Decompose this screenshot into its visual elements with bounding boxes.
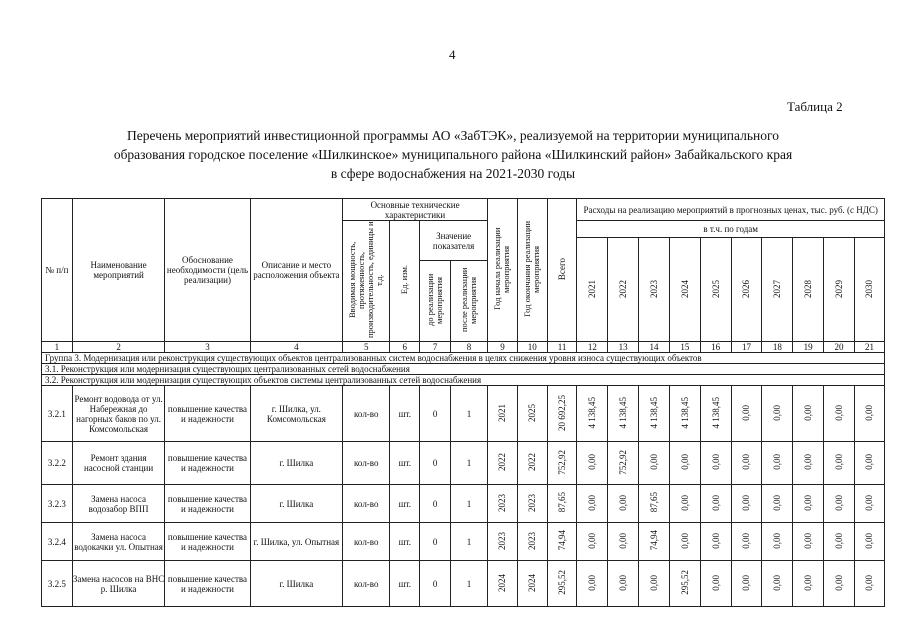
column-number: 3: [165, 342, 250, 353]
column-number: 11: [547, 342, 577, 353]
cell-year-amount: [669, 485, 700, 523]
cell-year-amount: [854, 442, 884, 485]
cell-year-amount: [731, 561, 762, 607]
cell-description: г. Шилка: [250, 485, 343, 523]
cell-year-start: [488, 485, 518, 523]
group-row: 3.1. Реконструкция или модернизация существующих централизованных сетей водоснабжения: [42, 364, 885, 375]
cell-year-amount: [854, 561, 884, 607]
cell-year-amount: [700, 442, 731, 485]
cell-value: 0,00: [803, 494, 814, 511]
header-year: [669, 238, 700, 342]
column-number: 9: [488, 342, 518, 353]
column-number: 14: [639, 342, 670, 353]
cell-after: 1: [451, 561, 488, 607]
cell-justification: повышение качества и надежности: [165, 386, 250, 442]
cell-year-end: [517, 442, 547, 485]
cell-value: 295,52: [557, 570, 568, 595]
title-line: Перечень мероприятий инвестиционной программы АО «ЗабТЭК», реализуемой на территории муниципального: [127, 128, 779, 143]
table-row: [42, 442, 885, 485]
cell-year-amount: [731, 386, 762, 442]
cell-year-amount: [824, 485, 855, 523]
cell-year-amount: [824, 442, 855, 485]
cell-value: 2023: [527, 531, 538, 550]
cell-value: 0,00: [587, 494, 598, 511]
column-number: 5: [343, 342, 390, 353]
document-title: [40, 126, 866, 183]
cell-after: 1: [451, 523, 488, 561]
cell-value: 0,00: [587, 574, 598, 591]
header-expenses: Расходы на реализацию мероприятий в прогнозных ценах, тыс. руб. (с НДС): [577, 199, 885, 221]
cell-value: 0,00: [833, 454, 844, 470]
header-year: [762, 238, 793, 342]
cell-before: 0: [420, 523, 451, 561]
cell-name: Ремонт здания насосной станции: [72, 442, 165, 485]
page-number: 4: [449, 47, 456, 62]
cell-year-amount: [824, 561, 855, 607]
group-row: 3.2. Реконструкция или модернизация существующих объектов системы централизованных сетей водоснабжения: [42, 375, 885, 386]
cell-value: 295,52: [679, 570, 690, 595]
cell-value: 0,00: [772, 574, 783, 591]
cell-before: 0: [420, 386, 451, 442]
cell-after: 1: [451, 442, 488, 485]
header-year-text: 2021: [587, 279, 598, 298]
cell-year-amount: [700, 386, 731, 442]
header-year-end-text: Год окончания реализации мероприятия: [522, 220, 542, 318]
cell-name: Ремонт водовода от ул. Набережная до нагорных баков по ул. Комсомольская: [72, 386, 165, 442]
column-number: 18: [762, 342, 793, 353]
cell-description: г. Шилка, ул. Опытная: [250, 523, 343, 561]
column-number: 6: [390, 342, 420, 353]
cell-value: 0,00: [803, 574, 814, 591]
cell-year-amount: [669, 442, 700, 485]
column-number: 15: [669, 342, 700, 353]
cell-year-amount: [639, 386, 670, 442]
cell-value: 0,00: [679, 532, 690, 549]
header-total-text: Всего: [557, 257, 568, 281]
cell-value: 0,00: [649, 574, 659, 591]
cell-year-amount: [854, 386, 884, 442]
cell-year-amount: [577, 386, 608, 442]
cell-value: 0,00: [710, 494, 721, 511]
header-year: [824, 238, 855, 342]
cell-year-start: [488, 561, 518, 607]
header-before: [420, 261, 451, 342]
cell-total: [547, 386, 577, 442]
cell-before: 0: [420, 442, 451, 485]
cell-justification: повышение качества и надежности: [165, 523, 250, 561]
cell-year-amount: [577, 442, 608, 485]
cell-year-amount: [793, 485, 824, 523]
cell-value: 0,00: [618, 494, 629, 511]
header-year-text: 2027: [772, 279, 783, 298]
cell-year-amount: [854, 523, 884, 561]
cell-value: 4 138,45: [710, 396, 721, 429]
cell-year-amount: [608, 523, 639, 561]
header-year-text: 2030: [864, 279, 875, 298]
cell-value: 0,00: [833, 404, 844, 421]
cell-before: 0: [420, 485, 451, 523]
table-row: [42, 386, 885, 442]
cell-num: 3.2.4: [42, 523, 73, 561]
cell-value: 0,00: [587, 454, 598, 470]
table-row: [42, 523, 885, 561]
cell-year-amount: [700, 523, 731, 561]
investment-table: [41, 198, 885, 607]
header-year-text: 2024: [679, 279, 690, 298]
cell-value: 2023: [497, 531, 508, 550]
column-number: 17: [731, 342, 762, 353]
header-year-text: 2029: [833, 279, 844, 298]
cell-value: 4 138,45: [649, 396, 659, 429]
cell-value: 0,00: [679, 494, 690, 511]
cell-year-amount: [824, 523, 855, 561]
cell-value: 0,00: [833, 574, 844, 591]
cell-year-amount: [762, 386, 793, 442]
cell-value: 0,00: [741, 454, 752, 470]
cell-value: 2021: [497, 403, 508, 422]
column-number: 7: [420, 342, 451, 353]
cell-justification: повышение качества и надежности: [165, 485, 250, 523]
cell-value: 2023: [527, 493, 538, 512]
header-year: [793, 238, 824, 342]
cell-value: 2025: [527, 403, 538, 422]
cell-description: г. Шилка, ул. Комсомольская: [250, 386, 343, 442]
column-number: 4: [250, 342, 343, 353]
cell-year-amount: [639, 561, 670, 607]
cell-unit: шт.: [390, 523, 420, 561]
cell-after: 1: [451, 485, 488, 523]
column-number: 16: [700, 342, 731, 353]
cell-year-amount: [608, 442, 639, 485]
cell-value: 0,00: [741, 532, 752, 549]
cell-value: 2024: [527, 573, 538, 592]
cell-year-amount: [669, 523, 700, 561]
cell-value: 752,92: [557, 449, 568, 475]
cell-year-amount: [639, 485, 670, 523]
cell-value: 0,00: [833, 494, 844, 511]
cell-value: 0,00: [864, 404, 875, 421]
table-label: Таблица 2: [787, 99, 843, 114]
cell-before: 0: [420, 561, 451, 607]
cell-description: г. Шилка: [250, 561, 343, 607]
header-tech-chars: Основные технические характеристики: [343, 199, 488, 221]
column-number: 12: [577, 342, 608, 353]
cell-value: 0,00: [803, 532, 814, 549]
column-number: 19: [793, 342, 824, 353]
cell-year-start: [488, 523, 518, 561]
cell-value: 0,00: [618, 532, 629, 549]
header-indicator: Значение показателя: [420, 221, 488, 261]
header-year-text: 2028: [803, 279, 814, 298]
cell-power: кол-во: [343, 523, 390, 561]
cell-value: 4 138,45: [618, 396, 629, 429]
cell-value: 752,92: [618, 449, 629, 475]
header-year: [700, 238, 731, 342]
cell-value: 0,00: [864, 494, 875, 511]
cell-year-amount: [639, 442, 670, 485]
cell-value: 87,65: [557, 492, 568, 513]
cell-value: 0,00: [741, 404, 752, 421]
cell-value: 0,00: [833, 532, 844, 549]
cell-value: 2024: [497, 573, 508, 592]
cell-year-amount: [731, 523, 762, 561]
cell-year-amount: [700, 485, 731, 523]
cell-year-start: [488, 386, 518, 442]
cell-power: кол-во: [343, 386, 390, 442]
cell-name: Замена насоса водозабор ВПП: [72, 485, 165, 523]
cell-value: 0,00: [864, 454, 875, 470]
cell-year-amount: [577, 485, 608, 523]
header-after: [451, 261, 488, 342]
header-year-start-text: Год начала реализации мероприятия: [492, 227, 512, 311]
header-name: Наименование мероприятий: [72, 199, 165, 342]
cell-year-amount: [793, 386, 824, 442]
cell-year-amount: [669, 561, 700, 607]
cell-num: 3.2.2: [42, 442, 73, 485]
cell-value: 0,00: [803, 454, 814, 470]
cell-value: 74,94: [557, 530, 568, 551]
cell-year-amount: [577, 561, 608, 607]
cell-value: 0,00: [679, 454, 690, 470]
cell-year-amount: [793, 523, 824, 561]
cell-year-amount: [762, 561, 793, 607]
cell-value: 0,00: [772, 532, 783, 549]
table-row: [42, 561, 885, 607]
cell-power: кол-во: [343, 442, 390, 485]
cell-value: 87,65: [649, 492, 659, 513]
cell-value: 0,00: [618, 574, 629, 591]
header-unit-text: Ед. изм.: [399, 265, 410, 295]
cell-year-amount: [577, 523, 608, 561]
cell-value: 0,00: [710, 532, 721, 549]
header-power-text: Вводимая мощность, протяженность, производительность, единицы и т.д.: [347, 221, 385, 339]
header-num: № п/п: [42, 199, 73, 342]
cell-year-amount: [824, 386, 855, 442]
cell-after: 1: [451, 386, 488, 442]
cell-year-end: [517, 485, 547, 523]
cell-year-amount: [608, 561, 639, 607]
cell-justification: повышение качества и надежности: [165, 561, 250, 607]
cell-value: 74,94: [649, 530, 659, 551]
header-year-text: 2023: [649, 279, 659, 298]
cell-num: 3.2.5: [42, 561, 73, 607]
cell-value: 0,00: [772, 494, 783, 511]
header-unit: [390, 221, 420, 342]
cell-value: 0,00: [772, 404, 783, 421]
cell-year-start: [488, 442, 518, 485]
column-number: 1: [42, 342, 73, 353]
group-row: Группа 3. Модернизация или реконструкция существующих объектов централизованных систем водоснабжения в целях снижения уровня износа существующих объектов: [42, 353, 885, 364]
column-number: 10: [517, 342, 547, 353]
column-number: 2: [72, 342, 165, 353]
cell-year-amount: [731, 485, 762, 523]
cell-unit: шт.: [390, 485, 420, 523]
header-after-text: после реализации мероприятия: [459, 267, 479, 333]
cell-year-amount: [731, 442, 762, 485]
cell-value: 2022: [527, 453, 538, 471]
cell-description: г. Шилка: [250, 442, 343, 485]
column-number: 20: [824, 342, 855, 353]
cell-value: 0,00: [710, 574, 721, 591]
cell-year-amount: [608, 386, 639, 442]
column-number: 21: [854, 342, 884, 353]
column-number: 8: [451, 342, 488, 353]
cell-value: 2022: [497, 453, 508, 471]
cell-year-amount: [762, 523, 793, 561]
cell-value: 4 138,45: [679, 396, 690, 429]
cell-name: Замена насосов на ВНС р. Шилка: [72, 561, 165, 607]
header-year-end: [517, 199, 547, 342]
header-before-text: до реализации мероприятия: [425, 273, 445, 327]
cell-value: 0,00: [587, 532, 598, 549]
cell-year-amount: [793, 561, 824, 607]
cell-justification: повышение качества и надежности: [165, 442, 250, 485]
header-year-start: [488, 199, 518, 342]
header-justification: Обоснование необходимости (цель реализации): [165, 199, 250, 342]
cell-year-end: [517, 386, 547, 442]
cell-value: 0,00: [710, 454, 721, 470]
title-line: в сфере водоснабжения на 2021-2030 годы: [330, 166, 576, 181]
cell-value: 0,00: [864, 532, 875, 549]
cell-value: 0,00: [803, 404, 814, 421]
cell-year-amount: [608, 485, 639, 523]
cell-year-amount: [762, 442, 793, 485]
header-year-text: 2025: [710, 279, 721, 298]
cell-total: [547, 485, 577, 523]
cell-unit: шт.: [390, 442, 420, 485]
header-power: [343, 221, 390, 342]
header-year: [854, 238, 884, 342]
cell-name: Замена насоса водокачки ул. Опытная: [72, 523, 165, 561]
cell-value: 20 692,25: [557, 394, 568, 431]
cell-unit: шт.: [390, 386, 420, 442]
column-number: 13: [608, 342, 639, 353]
header-total: [547, 199, 577, 342]
cell-year-amount: [854, 485, 884, 523]
cell-total: [547, 442, 577, 485]
cell-num: 3.2.1: [42, 386, 73, 442]
cell-year-end: [517, 523, 547, 561]
header-by-years: в т.ч. по годам: [577, 221, 885, 238]
header-year: [608, 238, 639, 342]
table-row: [42, 485, 885, 523]
cell-value: 0,00: [772, 454, 783, 470]
title-line: образования городское поселение «Шилкинское» муниципального района «Шилкинский район» Забайкальского края: [113, 147, 793, 162]
cell-year-amount: [762, 485, 793, 523]
cell-value: 0,00: [741, 574, 752, 591]
cell-year-amount: [639, 523, 670, 561]
cell-value: 2023: [497, 493, 508, 512]
cell-year-amount: [669, 386, 700, 442]
header-description: Описание и место расположения объекта: [250, 199, 343, 342]
header-year-text: 2026: [741, 279, 752, 298]
header-year-text: 2022: [618, 279, 629, 298]
cell-year-end: [517, 561, 547, 607]
cell-year-amount: [793, 442, 824, 485]
cell-num: 3.2.3: [42, 485, 73, 523]
cell-year-amount: [700, 561, 731, 607]
cell-value: 0,00: [864, 574, 875, 591]
cell-value: 0,00: [649, 454, 659, 470]
header-year: [577, 238, 608, 342]
cell-total: [547, 523, 577, 561]
cell-total: [547, 561, 577, 607]
cell-value: 0,00: [741, 494, 752, 511]
cell-value: 4 138,45: [587, 396, 598, 429]
cell-power: кол-во: [343, 561, 390, 607]
header-year: [639, 238, 670, 342]
cell-unit: шт.: [390, 561, 420, 607]
cell-power: кол-во: [343, 485, 390, 523]
header-year: [731, 238, 762, 342]
